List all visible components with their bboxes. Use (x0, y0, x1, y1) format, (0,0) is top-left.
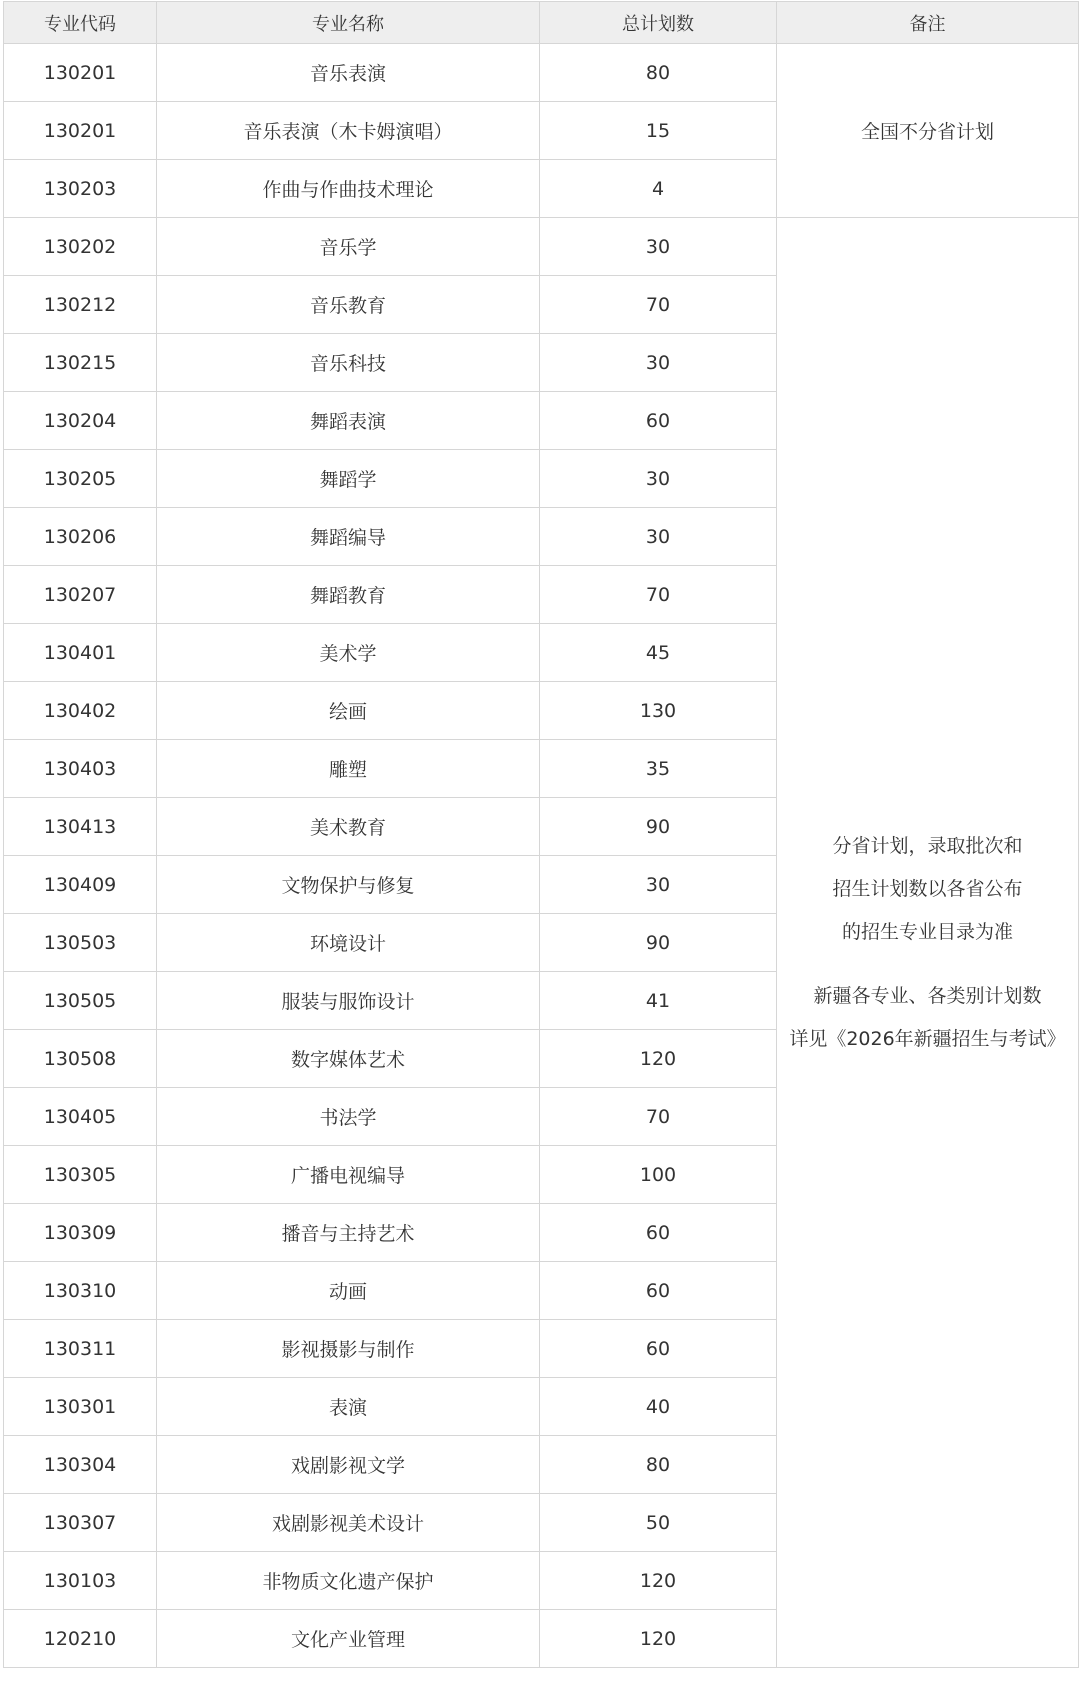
cell-total-plan: 80 (540, 44, 777, 102)
cell-major-name: 美术教育 (157, 798, 540, 856)
cell-total-plan: 60 (540, 392, 777, 450)
cell-major-code: 130204 (4, 392, 157, 450)
cell-major-name: 戏剧影视美术设计 (157, 1494, 540, 1552)
cell-total-plan: 130 (540, 682, 777, 740)
cell-major-name: 雕塑 (157, 740, 540, 798)
cell-major-code: 130301 (4, 1378, 157, 1436)
cell-major-code: 130403 (4, 740, 157, 798)
cell-major-code: 130304 (4, 1436, 157, 1494)
cell-major-name: 音乐科技 (157, 334, 540, 392)
enrollment-plan-sheet (3, 1, 1078, 1668)
header-major-code: 专业代码 (4, 2, 157, 44)
cell-major-name: 动画 (157, 1262, 540, 1320)
cell-major-name: 数字媒体艺术 (157, 1030, 540, 1088)
cell-major-name: 舞蹈学 (157, 450, 540, 508)
cell-major-name: 表演 (157, 1378, 540, 1436)
remark-spacer (777, 954, 1078, 975)
cell-major-code: 120210 (4, 1610, 157, 1668)
cell-total-plan: 50 (540, 1494, 777, 1552)
remark-line-provincial: 的招生专业目录为准 (841, 920, 1013, 943)
cell-total-plan: 30 (540, 334, 777, 392)
header-total-plan: 总计划数 (540, 2, 777, 44)
cell-total-plan: 60 (540, 1320, 777, 1378)
cell-total-plan: 70 (540, 1088, 777, 1146)
cell-total-plan: 90 (540, 914, 777, 972)
table-row (4, 44, 1079, 102)
cell-major-name: 美术学 (157, 624, 540, 682)
cell-total-plan: 30 (540, 450, 777, 508)
cell-major-code: 130402 (4, 682, 157, 740)
cell-major-code: 130311 (4, 1320, 157, 1378)
cell-major-code: 130201 (4, 44, 157, 102)
cell-total-plan: 70 (540, 276, 777, 334)
cell-total-plan: 60 (540, 1262, 777, 1320)
table-row (4, 218, 1079, 276)
cell-major-name: 音乐教育 (157, 276, 540, 334)
cell-total-plan: 30 (540, 856, 777, 914)
cell-total-plan: 15 (540, 102, 777, 160)
cell-major-name: 播音与主持艺术 (157, 1204, 540, 1262)
header-major-name: 专业名称 (157, 2, 540, 44)
cell-total-plan: 40 (540, 1378, 777, 1436)
remark-line-provincial: 分省计划，录取批次和 (832, 834, 1023, 857)
cell-total-plan: 35 (540, 740, 777, 798)
table-header (4, 2, 1079, 44)
cell-total-plan: 100 (540, 1146, 777, 1204)
cell-remarks-provincial (777, 218, 1079, 1668)
cell-major-name: 绘画 (157, 682, 540, 740)
remark-line-xinjiang: 详见《2026年新疆招生与考试》 (789, 1027, 1066, 1050)
cell-total-plan: 41 (540, 972, 777, 1030)
cell-major-name: 影视摄影与制作 (157, 1320, 540, 1378)
cell-total-plan: 30 (540, 508, 777, 566)
cell-major-code: 130305 (4, 1146, 157, 1204)
cell-major-name: 作曲与作曲技术理论 (157, 160, 540, 218)
header-row (4, 2, 1079, 44)
header-remarks: 备注 (777, 2, 1079, 44)
cell-major-code: 130309 (4, 1204, 157, 1262)
cell-major-code: 130413 (4, 798, 157, 856)
cell-major-name: 舞蹈编导 (157, 508, 540, 566)
cell-major-code: 130409 (4, 856, 157, 914)
cell-remarks-national: 全国不分省计划 (777, 44, 1079, 218)
cell-major-name: 服装与服饰设计 (157, 972, 540, 1030)
cell-major-code: 130215 (4, 334, 157, 392)
cell-total-plan: 30 (540, 218, 777, 276)
cell-major-name: 广播电视编导 (157, 1146, 540, 1204)
remark-line-xinjiang: 新疆各专业、各类别计划数 (813, 984, 1042, 1007)
cell-major-name: 音乐表演 (157, 44, 540, 102)
enrollment-plan-table (3, 1, 1079, 1668)
cell-major-code: 130310 (4, 1262, 157, 1320)
cell-major-code: 130401 (4, 624, 157, 682)
cell-major-code: 130307 (4, 1494, 157, 1552)
cell-major-name: 音乐表演（木卡姆演唱） (157, 102, 540, 160)
cell-total-plan: 4 (540, 160, 777, 218)
cell-major-name: 舞蹈教育 (157, 566, 540, 624)
cell-total-plan: 80 (540, 1436, 777, 1494)
cell-major-name: 戏剧影视文学 (157, 1436, 540, 1494)
cell-total-plan: 45 (540, 624, 777, 682)
cell-total-plan: 120 (540, 1030, 777, 1088)
cell-major-code: 130405 (4, 1088, 157, 1146)
cell-major-code: 130203 (4, 160, 157, 218)
cell-total-plan: 120 (540, 1552, 777, 1610)
cell-major-name: 非物质文化遗产保护 (157, 1552, 540, 1610)
cell-major-code: 130212 (4, 276, 157, 334)
remark-line-provincial: 招生计划数以各省公布 (832, 877, 1023, 900)
cell-major-name: 音乐学 (157, 218, 540, 276)
cell-major-code: 130508 (4, 1030, 157, 1088)
cell-total-plan: 120 (540, 1610, 777, 1668)
cell-major-code: 130202 (4, 218, 157, 276)
cell-major-code: 130201 (4, 102, 157, 160)
cell-major-code: 130505 (4, 972, 157, 1030)
cell-total-plan: 90 (540, 798, 777, 856)
cell-major-code: 130503 (4, 914, 157, 972)
cell-total-plan: 60 (540, 1204, 777, 1262)
cell-major-name: 文物保护与修复 (157, 856, 540, 914)
cell-total-plan: 70 (540, 566, 777, 624)
cell-major-code: 130103 (4, 1552, 157, 1610)
cell-major-code: 130206 (4, 508, 157, 566)
cell-major-name: 书法学 (157, 1088, 540, 1146)
table-body (4, 44, 1079, 1668)
cell-major-name: 环境设计 (157, 914, 540, 972)
cell-major-code: 130205 (4, 450, 157, 508)
cell-major-name: 舞蹈表演 (157, 392, 540, 450)
cell-major-name: 文化产业管理 (157, 1610, 540, 1668)
cell-major-code: 130207 (4, 566, 157, 624)
